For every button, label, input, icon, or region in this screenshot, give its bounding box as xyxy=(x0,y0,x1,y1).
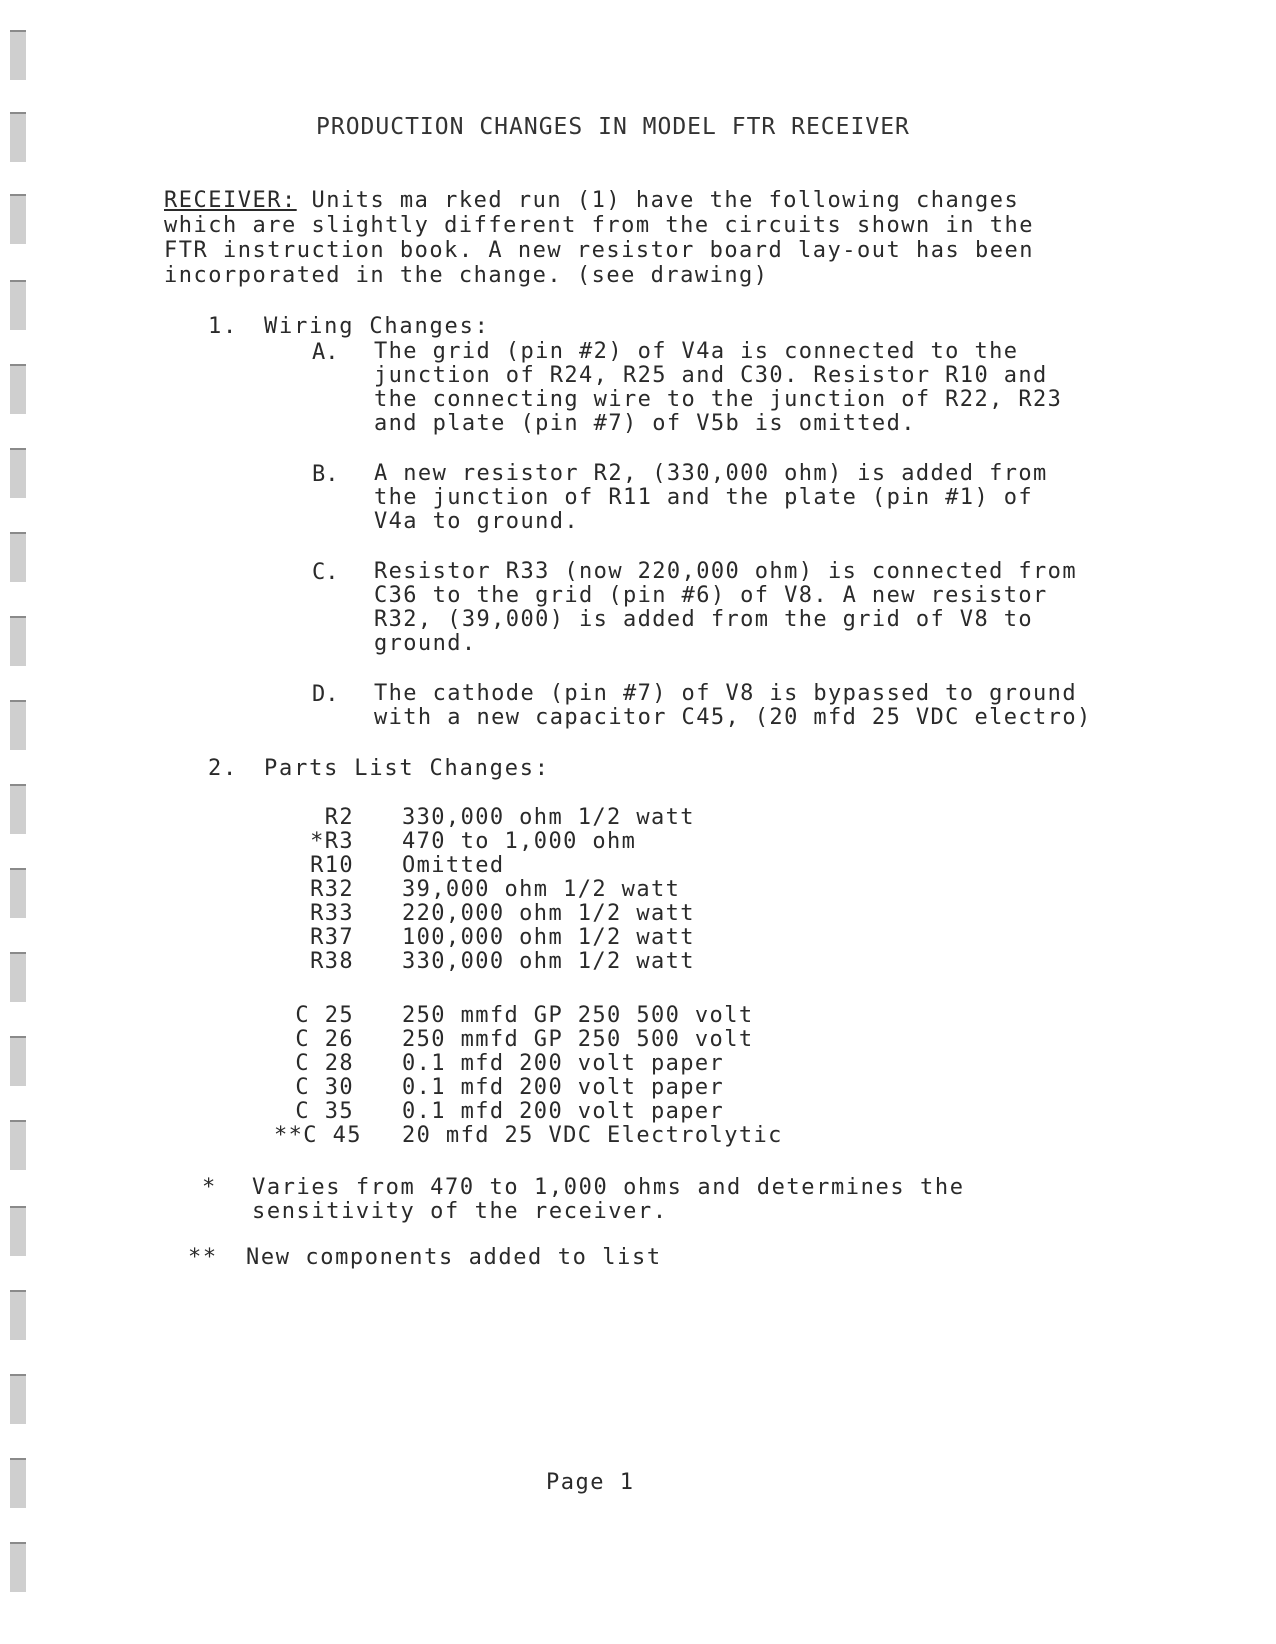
part-desc: 100,000 ohm 1/2 watt xyxy=(402,925,695,950)
item-text: Resistor R33 (now 220,000 ohm) is connected from C36 to the grid (pin #6) of V8. A new resistor R32, (39,000) is added from the grid of V8 to ground. xyxy=(374,559,1077,656)
binder-hole xyxy=(10,364,26,414)
part-desc: 39,000 ohm 1/2 watt xyxy=(402,877,681,902)
part-ref: R33 xyxy=(310,901,354,926)
part-ref: **C 45 xyxy=(274,1123,362,1148)
footnote-text: New components added to list xyxy=(246,1245,662,1270)
page-number: Page 1 xyxy=(546,1470,635,1495)
page-title: PRODUCTION CHANGES IN MODEL FTR RECEIVER xyxy=(316,114,910,140)
binder-hole xyxy=(10,700,26,750)
part-desc: 220,000 ohm 1/2 watt xyxy=(402,901,695,926)
binder-hole xyxy=(10,532,26,582)
binder-hole xyxy=(10,1290,26,1340)
binder-hole xyxy=(10,194,26,244)
binder-hole xyxy=(10,868,26,918)
footnote-text: Varies from 470 to 1,000 ohms and determines the sensitivity of the receiver. xyxy=(252,1175,965,1224)
section-title: Wiring Changes: xyxy=(264,314,490,339)
part-ref: C 28 xyxy=(295,1051,354,1076)
section-title: Parts List Changes: xyxy=(264,756,550,781)
part-desc: 330,000 ohm 1/2 watt xyxy=(402,949,695,974)
part-ref: R2 xyxy=(324,805,354,830)
binder-hole xyxy=(10,280,26,330)
footnote-single-asterisk xyxy=(202,1176,1102,1228)
binder-hole xyxy=(10,952,26,1002)
binder-hole xyxy=(10,1206,26,1256)
binder-hole xyxy=(10,1120,26,1170)
intro-label: RECEIVER: xyxy=(164,188,297,213)
footnote-double-asterisk xyxy=(188,1246,1088,1274)
item-letter: D. xyxy=(312,682,339,707)
section-number: 2. xyxy=(208,756,239,781)
part-desc: 20 mfd 25 VDC Electrolytic xyxy=(402,1123,783,1148)
part-ref: C 25 xyxy=(295,1003,354,1028)
binder-hole xyxy=(10,112,26,162)
section-number: 1. xyxy=(208,314,239,339)
intro-paragraph xyxy=(164,188,1164,288)
part-desc: 0.1 mfd 200 volt paper xyxy=(402,1099,725,1124)
part-desc: Omitted xyxy=(402,853,505,878)
part-desc: 470 to 1,000 ohm xyxy=(402,829,637,854)
item-letter: A. xyxy=(312,340,339,365)
part-ref: C 30 xyxy=(295,1075,354,1100)
part-desc: 330,000 ohm 1/2 watt xyxy=(402,805,695,830)
part-ref: *R3 xyxy=(310,829,354,854)
item-text: A new resistor R2, (330,000 ohm) is added from the junction of R11 and the plate (pin #1) of V4a to ground. xyxy=(374,461,1048,534)
part-ref: R37 xyxy=(310,925,354,950)
part-ref: C 26 xyxy=(295,1027,354,1052)
binder-hole xyxy=(10,1542,26,1592)
footnote-mark: ** xyxy=(188,1245,218,1270)
intro-text: Units ma rked run (1) have the following changes which are slightly different from the circuits shown in the FTR instruction book. A new resistor board lay-out has been incorporated in the change. (see drawing) xyxy=(164,188,1034,288)
item-letter: B. xyxy=(312,462,339,487)
part-desc: 0.1 mfd 200 volt paper xyxy=(402,1051,725,1076)
binder-hole xyxy=(10,616,26,666)
binder-hole xyxy=(10,1374,26,1424)
part-desc: 250 mmfd GP 250 500 volt xyxy=(402,1003,754,1028)
part-ref: R38 xyxy=(310,949,354,974)
part-ref: R10 xyxy=(310,853,354,878)
binder-hole xyxy=(10,1458,26,1508)
part-ref: R32 xyxy=(310,877,354,902)
part-desc: 250 mmfd GP 250 500 volt xyxy=(402,1027,754,1052)
footnote-mark: * xyxy=(202,1175,217,1200)
item-letter: C. xyxy=(312,560,339,585)
item-text: The cathode (pin #7) of V8 is bypassed to ground with a new capacitor C45, (20 mfd 25 VDC electro) xyxy=(374,681,1092,730)
part-ref: C 35 xyxy=(295,1099,354,1124)
binder-hole xyxy=(10,784,26,834)
binder-hole xyxy=(10,30,26,80)
binder-hole xyxy=(10,1036,26,1086)
item-text: The grid (pin #2) of V4a is connected to the junction of R24, R25 and C30. Resistor R10 and the connecting wire to the junction of R22, R23 and plate (pin #7) of V5b is omitted. xyxy=(374,339,1063,436)
part-desc: 0.1 mfd 200 volt paper xyxy=(402,1075,725,1100)
binder-hole xyxy=(10,448,26,498)
